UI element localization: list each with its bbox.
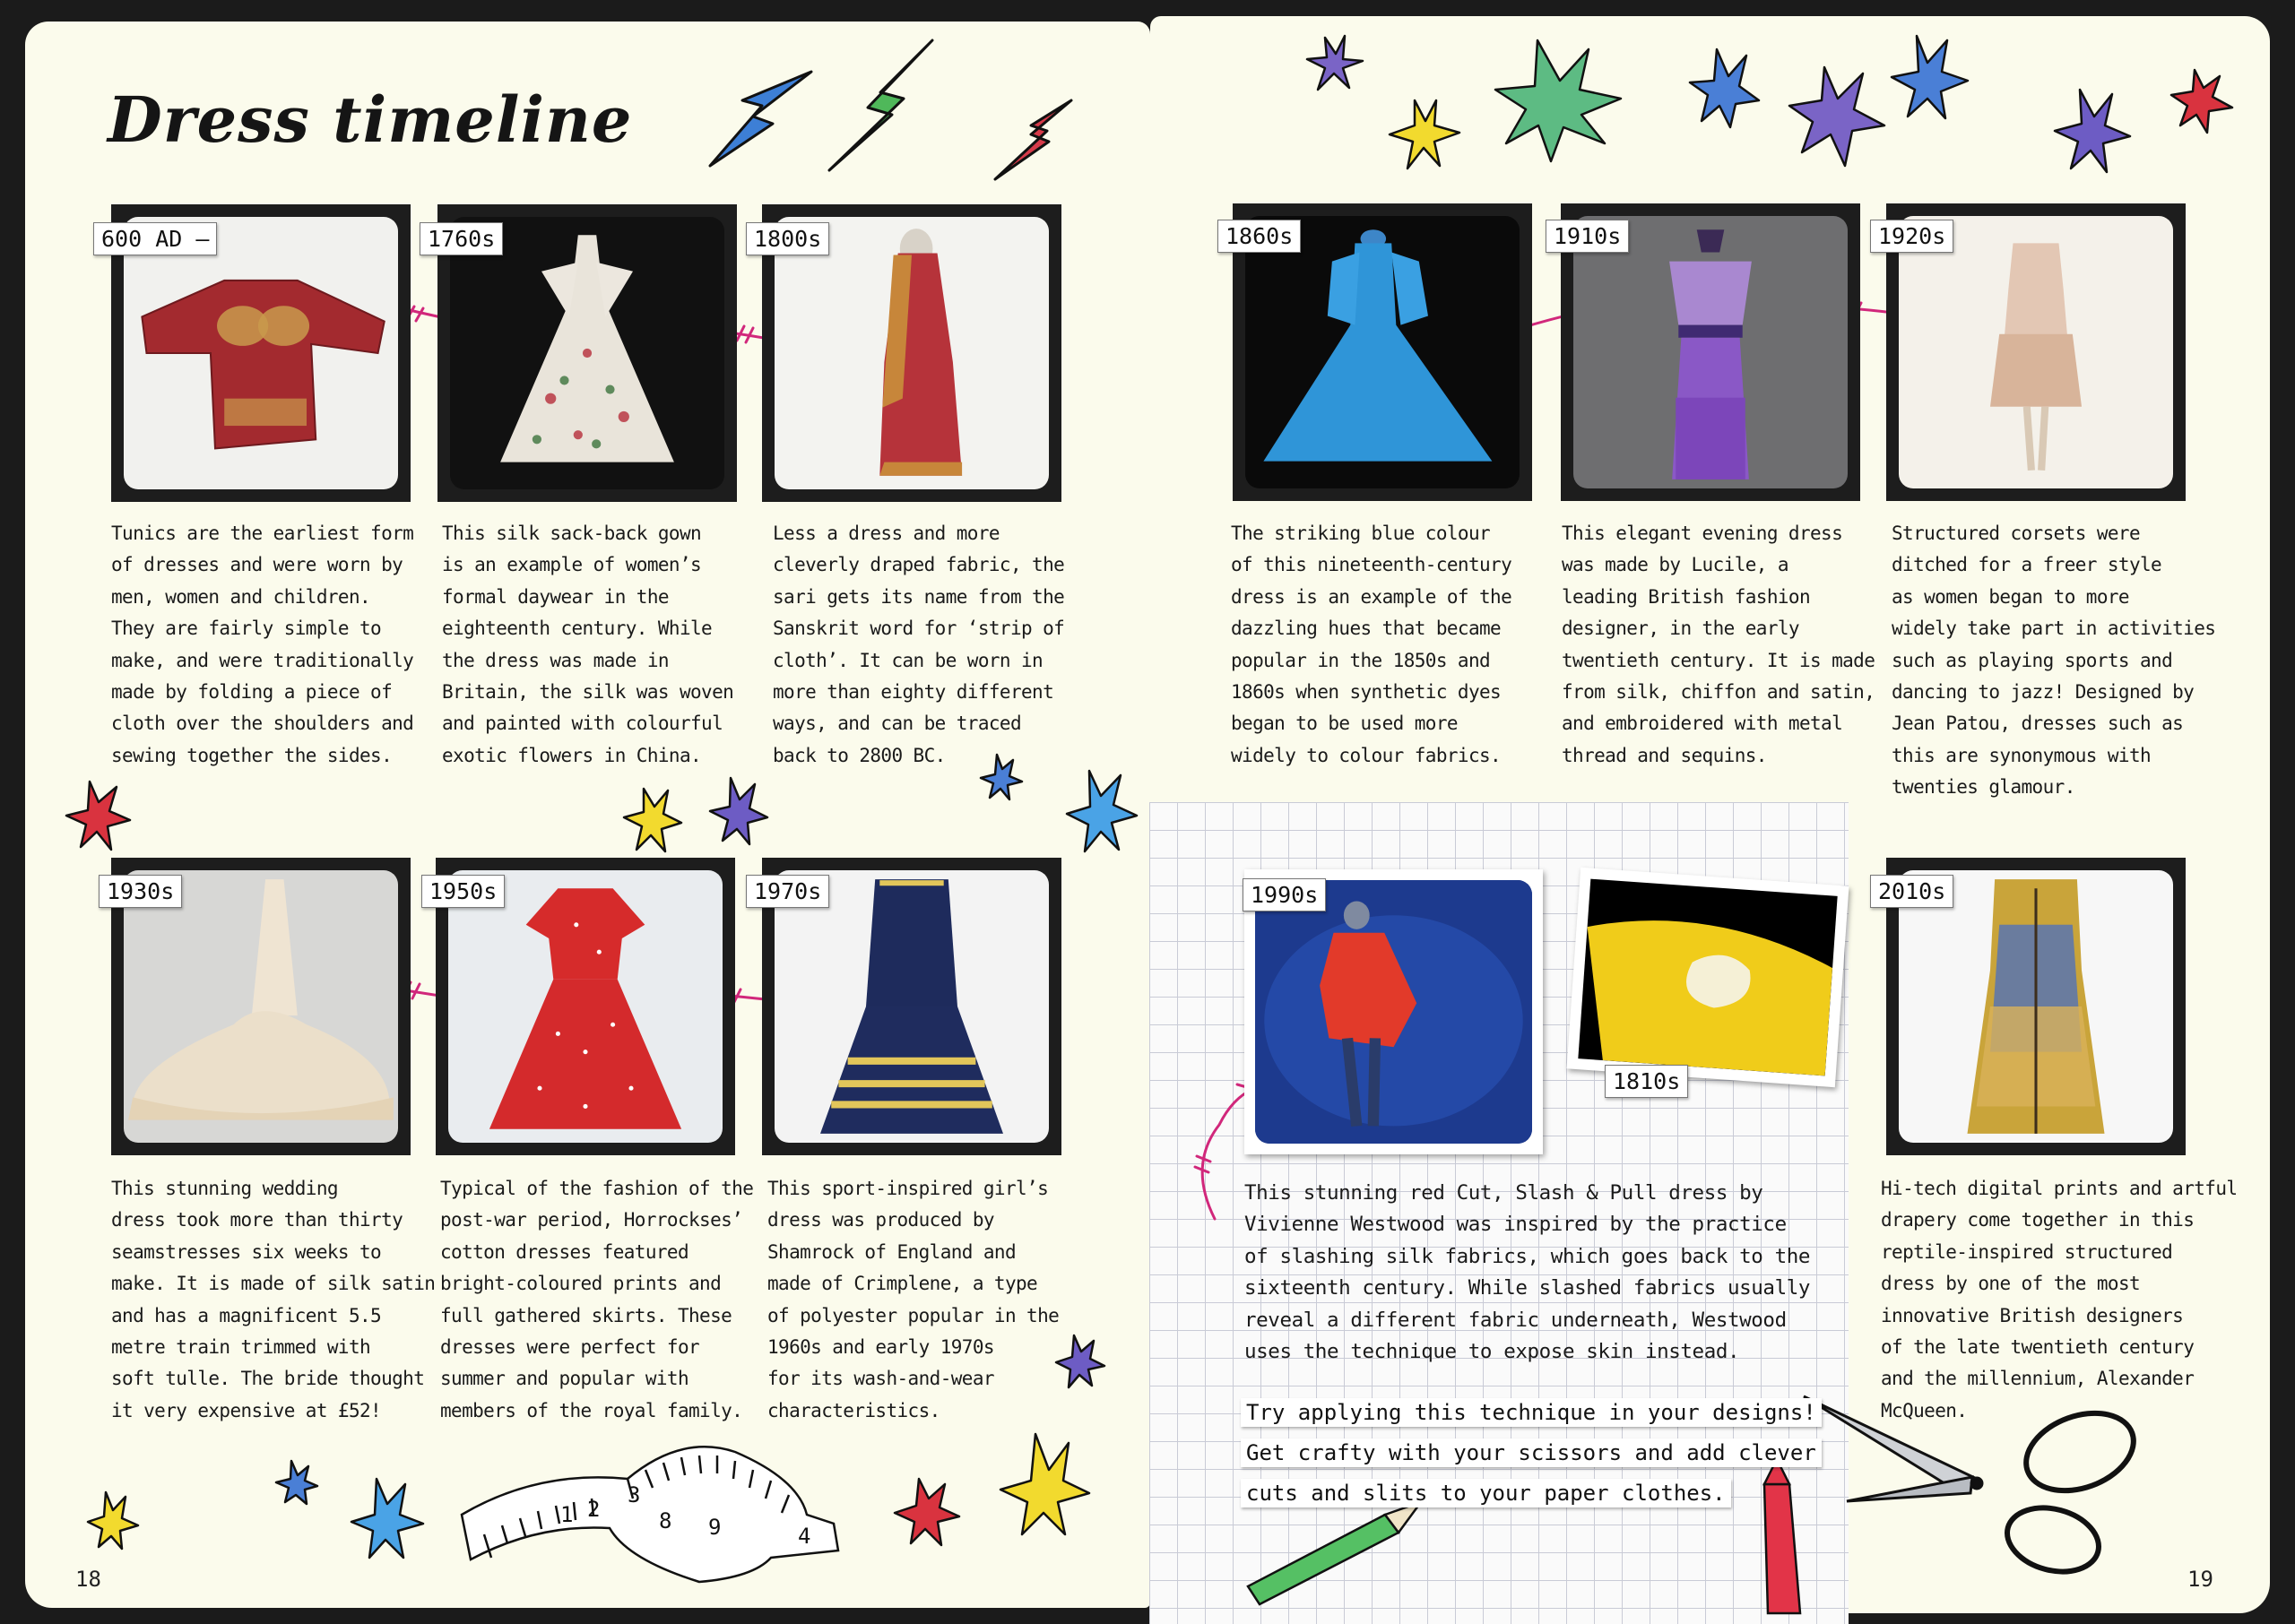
tape-number-6: 4 [798,1524,811,1549]
tip-line-3: cuts and slits to your paper clothes. [1241,1479,1731,1507]
desc-1920s: Structured corsets were ditched for a freer style as women began to more widely take part in activities such as playing sports and dancing to jazz! Designed by Jean Patou, dresses such as this are synonymous with twenties glamour. [1892,523,2216,799]
star-red2-icon [66,782,130,850]
tape-number-5: 9 [708,1515,722,1540]
era-label-1810s: 1810s [1605,1065,1688,1098]
page-number-right: 19 [2187,1567,2213,1592]
desc-2010s: Hi-tech digital prints and artful drapery come together in this reptile-inspired structured dress by one of the most innovative British designers of the late twentieth century and the millennium, Alexander McQueen. [1881,1178,2238,1421]
era-label-1800s: 1800s [746,222,829,255]
slashed-fabric-photo [1578,879,1837,1076]
wedding-dress-photo [124,870,398,1143]
star-green-icon [1495,40,1621,161]
star-purple2-icon [1789,67,1884,166]
tape-measure-icon [462,1447,838,1582]
desc-1950s: Typical of the fashion of the post-war period, Horrockses’ cotton dresses featured bright-coloured prints and full gathered skirts. These dresses were perfect for summer and popular with members of the royal family. [440,1178,754,1421]
star-blue4-icon [1067,771,1137,851]
lightning-green-icon [829,40,932,170]
star-purple-icon [1307,36,1363,90]
era-label-1950s: 1950s [421,875,505,908]
star-blue5-icon [276,1461,317,1504]
star-yellow-icon [1390,100,1459,168]
star-red3-icon [895,1479,959,1545]
star-purple3-icon [2055,90,2130,172]
patou-dress-photo [1899,216,2173,488]
desc-1800s: Less a dress and more cleverly draped fabric, the sari gets its name from the Sanskrit word for ‘strip of cloth’. It can be worn in more than eighty different ways, and can be traced back to 2800 BC. [773,523,1065,766]
red-pen-icon [1764,1459,1800,1613]
star-blue-icon [1690,49,1759,127]
lightning-red-icon [995,100,1071,179]
desc-1930s: This stunning wedding dress took more than thirty seamstresses six weeks to make. It is made of silk satin and has a magnificent 5.5 metre train trimmed with soft tulle. The bride thought it very expensive at £52! [111,1178,436,1421]
star-yellow3-icon [88,1492,138,1549]
era-label-1860s: 1860s [1217,220,1301,253]
photo-frame-1990s [1244,869,1543,1154]
tape-number-1: 1 [560,1502,574,1527]
era-label-1910s: 1910s [1546,220,1629,253]
era-label-1930s: 1930s [99,875,182,908]
desc-1990s: This stunning red Cut, Slash & Pull dress by Vivienne Westwood was inspired by the practice of slashing silk fabrics, which goes back to the sixteenth century. While slashed fabrics usually reveal a different fabric underneath, Westwood uses the technique to expose skin instead. [1244,1181,1811,1364]
era-label-2010s: 2010s [1870,875,1953,908]
horrockses-dress-photo [448,870,723,1143]
blue-dress-photo [1245,216,1520,488]
desc-1860s: The striking blue colour of this nineteenth-century dress is an example of the dazzling hues that became popular in the 1850s and 1860s when synthetic dyes began to be used more widely to colour fabrics. [1231,523,1512,766]
era-label-1760s: 1760s [420,222,503,255]
tape-number-2: 2 [587,1497,601,1522]
desc-600ad: Tunics are the earliest form of dresses and were worn by men, women and children. They are fairly simple to make, and were traditionally made by folding a piece of cloth over the shoulders and sewing together the sides. [111,523,414,766]
era-label-1970s: 1970s [746,875,829,908]
sari-photo [775,217,1049,489]
era-label-600ad: 600 AD – [93,222,217,255]
star-yellow4-icon [1000,1434,1089,1534]
star-yellow2-icon [624,789,681,851]
tunic-photo [124,217,398,489]
green-pencil-icon [1248,1502,1421,1604]
silk-gown-photo [450,217,724,489]
tip-line-1: Try applying this technique in your designs! [1241,1398,1822,1427]
desc-1910s: This elegant evening dress was made by Lucile, a leading British fashion designer, in the early twentieth century. It is made from silk, chiffon and satin, and embroidered with metal thread and sequins. [1562,523,1875,766]
tape-number-4: 8 [659,1508,672,1533]
star-blue2-icon [1892,36,1968,118]
lightning-blue-icon [710,72,811,166]
era-label-1920s: 1920s [1870,220,1953,253]
westwood-dress-photo [1255,880,1532,1144]
page-number-left: 18 [75,1567,101,1592]
tip-line-2: Get crafty with your scissors and add clever [1241,1438,1822,1467]
star-purple5-icon [1056,1335,1104,1387]
era-label-1990s: 1990s [1243,878,1326,911]
photo-frame-1810s [1567,868,1849,1087]
desc-1760s: This silk sack-back gown is an example of women’s formal daywear in the eighteenth century. While the dress was made in Britain, the silk was woven and painted with colourful exotic flowers in China. [442,523,734,766]
lucile-dress-photo [1573,216,1848,488]
mcqueen-dress-photo [1899,870,2173,1143]
desc-1970s: This sport-inspired girl’s dress was produced by Shamrock of England and made of Crimplene, a type of polyester popular in the 1960s and early 1970s for its wash-and-wear characteristics. [767,1178,1060,1421]
star-purple4-icon [710,778,767,844]
shamrock-dress-photo [775,870,1049,1143]
tape-number-3: 3 [628,1482,641,1507]
star-blue6-icon [351,1479,423,1558]
page-title: Dress timeline [108,82,633,157]
star-red-icon [2171,70,2232,133]
